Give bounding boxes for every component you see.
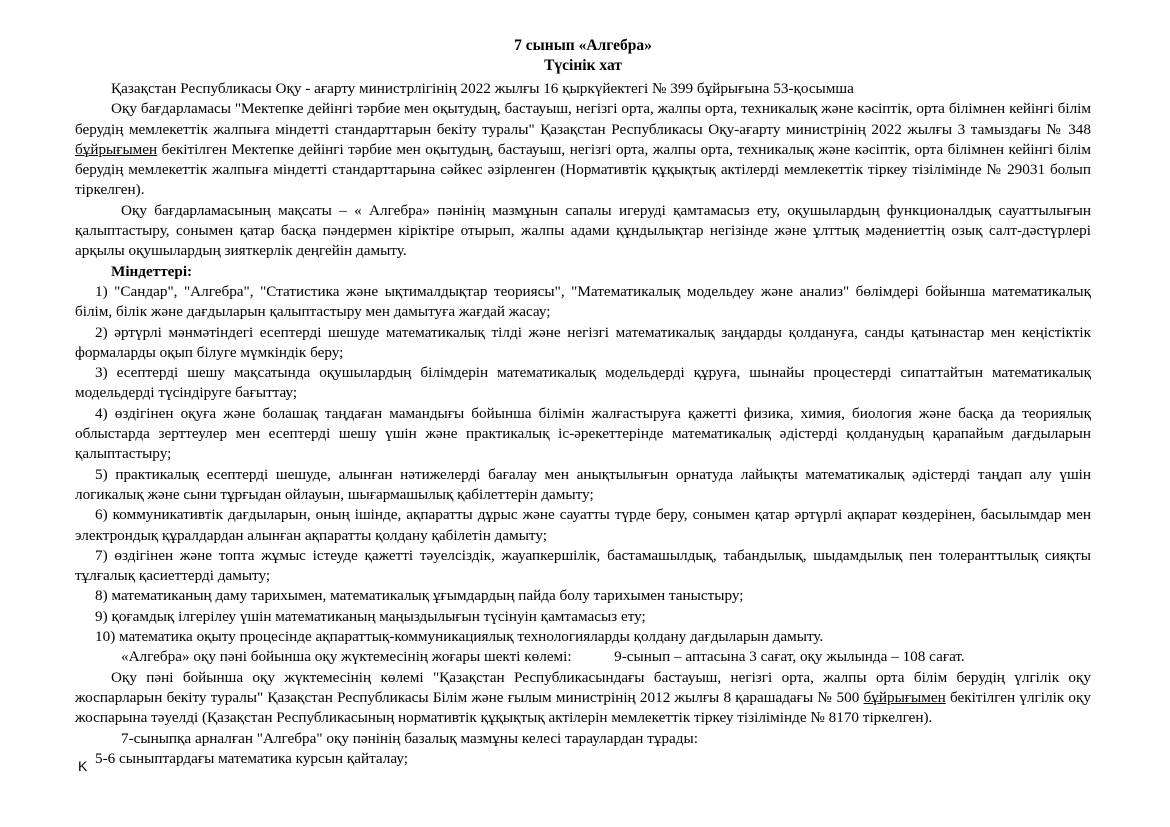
task-item: 9) қоғамдық ілгерілеу үшін математиканың маңыздылығын түсінуін қамтамасыз ету;: [95, 607, 646, 625]
page-subtitle: Түсінік хат: [544, 57, 622, 74]
order-link-1[interactable]: бұйрығымен: [75, 140, 158, 158]
standards-paragraph-part2: бекітілген Мектепке дейінгі тәрбие мен оқытудың, бастауыш, негізгі орта, жалпы орта, техникалық және кәсіптік, орта білімнен кейінгі білім берудің мемлекеттік жалпыға міндетті стандарттарына сәйкес әзірленген (Нормативтік құқықтық актілерді мемлекеттік тіркеу тізілімінде № 29031 болып тіркелген).: [75, 140, 1091, 199]
task-item: 5) практикалық есептерді шешуде, алынған нәтижелерді бағалау мен анықтылығын орнатуда лайықты математикалық әдістерді таңдап алу үшін логикалық және сыни тұрғыдан ойлауын, шығармашылық қабілеттерін дамыту;: [75, 465, 1091, 503]
plan-paragraph: [75, 668, 1091, 729]
workload-limit-label: «Алгебра» оқу пәні бойынша оқу жүктемесінің жоғары шекті көлемі:: [121, 648, 572, 666]
task-item: 6) коммуникативтік дағдыларын, оның ішінде, ақпаратты дұрыс және сауатты түрде беру, сонымен қатар әртүрлі ақпарат көздерінен, басылымдар мен электрондық құралдардан алынған ақпаратты қолдану қабілетін дамыту;: [75, 506, 1091, 544]
task-item: 1) "Сандар", "Алгебра", "Статистика және ықтималдықтар теориясы", "Математикалық модельдеу және анализ" бөлімдері бойынша математикалық білім, білік және дағдыларын қалыптастыру мен дамытуға жағдай жасау;: [75, 282, 1091, 321]
workload-limit-line: [75, 647, 1091, 667]
document-body: [75, 36, 1091, 769]
task-item: 3) есептерді шешу мақсатында оқушылардың білімдерін математикалық модельдерді құруға, шынайы процестерді сипаттайтын математикалық модельдерді түсіндіруге бағыттау;: [75, 364, 1091, 402]
workload-limit-value: 9-сынып – аптасына 3 сағат, оқу жылында – 108 сағат.: [614, 648, 965, 666]
appendix-reference: Қазақстан Республикасы Оқу - ағарту министрлігінің 2022 жылғы 16 қыркүйектегі № 399 бұйрығына 53-қосымша: [111, 80, 854, 97]
content-intro: 7-сыныпқа арналған "Алгебра" оқу пәнінің базалық мазмұны келесі тараулардан тұрады:: [121, 729, 698, 747]
workload-spacer: [572, 648, 615, 665]
tasks-heading: Міндеттері:: [111, 262, 193, 280]
standards-paragraph-part1: Оқу бағдарламасы "Мектепке дейінгі тәрбие мен оқытудың, бастауыш, негізгі орта, жалпы орта, техникалық және кәсіптік, орта білімнен кейінгі білім берудің мемлекеттік жалпыға міндетті стандарттарын бекіту туралы" Қазақстан Республикасы Оқу-ағарту министрінің 2022 жылғы 3 тамыздағы № 348: [75, 100, 1091, 138]
task-item: 4) өздігінен оқуға және болашақ таңдаған мамандығы бойынша білімін жалғастыруға қажетті физика, химия, биология және басқа да теориялық облыстарда зерттеулер мен есептерді шешу үшін және практикалық іс-әрекеттерінде математикалық әдістерді қолданудың қарапайым дағдыларын қалыптастыру;: [75, 404, 1091, 463]
plan-paragraph-part2: бекітілген үлгілік оқу жоспарына тәуелді (Қазақстан Республикасының нормативтік құқықтық актілерін мемлекеттік тіркеу тізілімінде № 8170 тіркелген).: [75, 688, 1091, 727]
goal-paragraph: Оқу бағдарламасының мақсаты – « Алгебра» пәнінің мазмұнын сапалы игеруді қамтамасыз ету, оқушылардың функционалдық сауаттылығын қалыптастыру, сонымен қатар басқа пәндермен кіріктіре отырып, жалпы адами құндылықтар негізінде және ұлттық мәдениеттің озық салт-дәстүрлері арқылы оқушылардың зияткерлік деңгейін дамыту.: [75, 201, 1091, 260]
page-title: 7 сынып «Алгебра»: [514, 37, 652, 54]
task-item: 2) әртүрлі мәнмәтіндегі есептерді шешуде математикалық тілді және негізгі математикалық заңдарды қолдануға, санды қатынастар мен кеңістіктік формаларды оқып білуге мүмкіндік беру;: [75, 323, 1091, 361]
plan-paragraph-part1: Оқу пәні бойынша оқу жүктемесінің көлемі "Қазақстан Республикасындағы бастауыш, негізгі орта, жалпы орта білім берудің үлгілік оқу жоспарларын бекіту туралы" Қазақстан Республикасы Білім және ғылым министрінің 2012 жылғы 8 қарашадағы № 500: [75, 668, 1091, 706]
content-item: 5-6 сыныптардағы математика курсын қайталау;: [95, 749, 408, 767]
footer-mark: K: [78, 758, 88, 774]
order-link-2[interactable]: бұйрығымен: [863, 688, 946, 706]
task-item: 10) математика оқыту процесінде ақпараттық-коммуникациялық технологияларды қолдану дағдыларын дамыту.: [95, 628, 824, 646]
task-item: 8) математиканың даму тарихымен, математикалық ұғымдардың пайда болу тарихымен таныстыру;: [95, 587, 744, 605]
task-item: 7) өздігінен және топта жұмыс істеуде қажетті тәуелсіздік, жауапкершілік, бастамашылдық, табандылық, шыдамдылық пен толеранттылық сияқты тұлғалық қасиеттерді дамыту;: [75, 546, 1091, 585]
standards-paragraph: [75, 99, 1091, 200]
